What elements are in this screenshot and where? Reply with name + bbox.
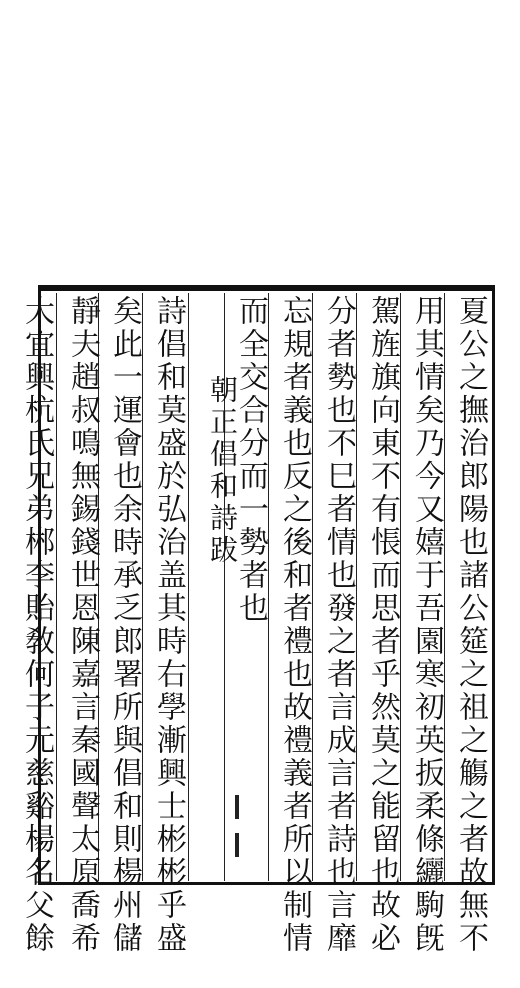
- text-column-10: 大宜興杭氏兄弟郴李貽敎何子元慈谿楊名父餘: [19, 295, 54, 955]
- text-column-7: 詩倡和莫盛於弘治盖其時右學漸興士彬彬乎盛: [151, 295, 186, 955]
- text-column-9: 靜夫趙叔鳴無錫錢世恩陳嘉言秦國聲太原喬希: [65, 295, 100, 955]
- page-frame: [19, 285, 495, 955]
- text-column-6: 而全交合分而一勢者也: [233, 295, 268, 625]
- text-column-2: 用其情矣乃今又嬉于吾園寒初英扳柔條纚駒旣: [409, 295, 444, 955]
- column-rule: [56, 293, 57, 881]
- text-column-3: 駕旌旗向東不有悵而思者乎然莫之能留也故必: [365, 295, 400, 955]
- text-column-8: 矣此一運會也余時承乏郎署所與倡和則楊州儲: [107, 295, 142, 955]
- text-column-5: 忘規者義也反之後和者禮也故禮義者所以制情: [277, 295, 312, 955]
- border-right: [492, 285, 495, 885]
- column-mark: [235, 833, 239, 857]
- column-rule: [188, 293, 189, 881]
- column-mark: [235, 795, 239, 819]
- border-top: [38, 285, 495, 291]
- text-column-4: 分者勢也不巳者情也發之者言成言者詩也言靡: [321, 295, 356, 955]
- text-column-1: 夏公之撫治郎陽也諸公筵之祖之觴之者故無不: [453, 295, 488, 955]
- section-title: 朝正倡和詩跋: [206, 375, 239, 567]
